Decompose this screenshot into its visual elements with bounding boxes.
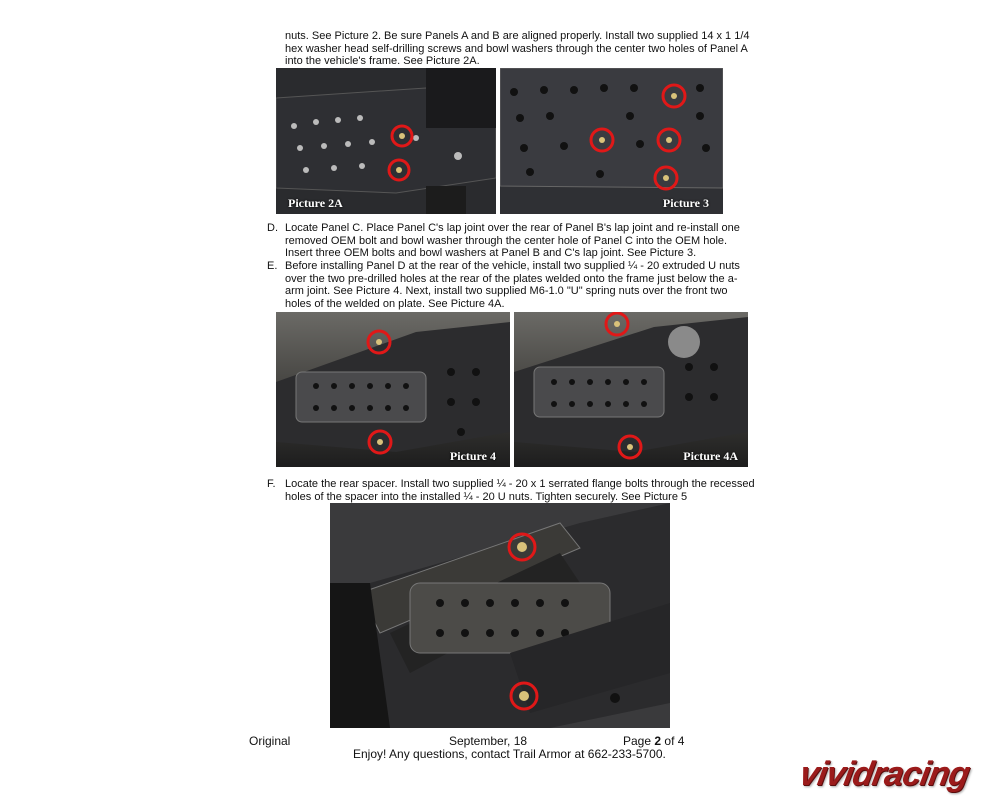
step-d-text: Locate Panel C. Place Panel C's lap joint over the rear of Panel B's lap joint and re-install one removed OEM bolt and bowl washer through the center hole of Panel C into the OEM hole. Insert three OEM bolts and bowl washers at Panel B and C's lap joint. See Picture 3. bbox=[285, 222, 740, 259]
step-f bbox=[267, 478, 757, 504]
step-e bbox=[267, 260, 757, 310]
step-d bbox=[267, 222, 757, 260]
footer-date: September, 18 bbox=[449, 734, 528, 748]
vividracing-logo: vividracing bbox=[796, 755, 973, 793]
photo-picture-4 bbox=[276, 312, 510, 467]
photo-picture-2a bbox=[276, 68, 496, 214]
intro-paragraph: nuts. See Picture 2. Be sure Panels A and B are aligned properly. Install two supplied 14 x 1 1/4 hex washer head self-drilling screws and bowl washers through the center two holes of Panel A into the vehicle's frame. See Picture 2A. bbox=[285, 30, 750, 67]
caption-picture-4a: Picture 4A bbox=[683, 449, 738, 463]
step-f-text: Locate the rear spacer. Install two supplied ¼ - 20 x 1 serrated flange bolts through the recessed holes of the spacer into the installed ¼ - 20 U nuts. Tighten securely. See Picture 5 bbox=[285, 478, 755, 503]
footer-contact: Enjoy! Any questions, contact Trail Armor at 662-233-5700. bbox=[353, 747, 666, 761]
photo-picture-4a bbox=[514, 312, 748, 467]
step-e-text: Before installing Panel D at the rear of the vehicle, install two supplied ¼ - 20 extruded U nuts over the two pre-drilled holes at the rear of the plates welded onto the frame just below the a-arm joint. See Picture 4. Next, install two supplied M6-1.0 "U" spring nuts over the front two holes of the welded on plate. See Picture 4A. bbox=[285, 260, 740, 310]
page-suffix: of 4 bbox=[664, 734, 685, 748]
footer-original: Original bbox=[249, 734, 291, 748]
step-f-letter: F. bbox=[267, 478, 276, 490]
photo-picture-5 bbox=[330, 503, 670, 728]
photo-picture-3 bbox=[500, 68, 723, 214]
page-current: 2 bbox=[654, 734, 662, 748]
caption-picture-4: Picture 4 bbox=[449, 449, 496, 463]
step-d-letter: D. bbox=[267, 222, 278, 234]
caption-picture-3: Picture 3 bbox=[662, 196, 709, 210]
page-prefix: Page bbox=[623, 734, 652, 748]
footer-page bbox=[623, 734, 684, 748]
caption-picture-2a: Picture 2A bbox=[288, 196, 343, 210]
step-e-letter: E. bbox=[267, 260, 278, 272]
